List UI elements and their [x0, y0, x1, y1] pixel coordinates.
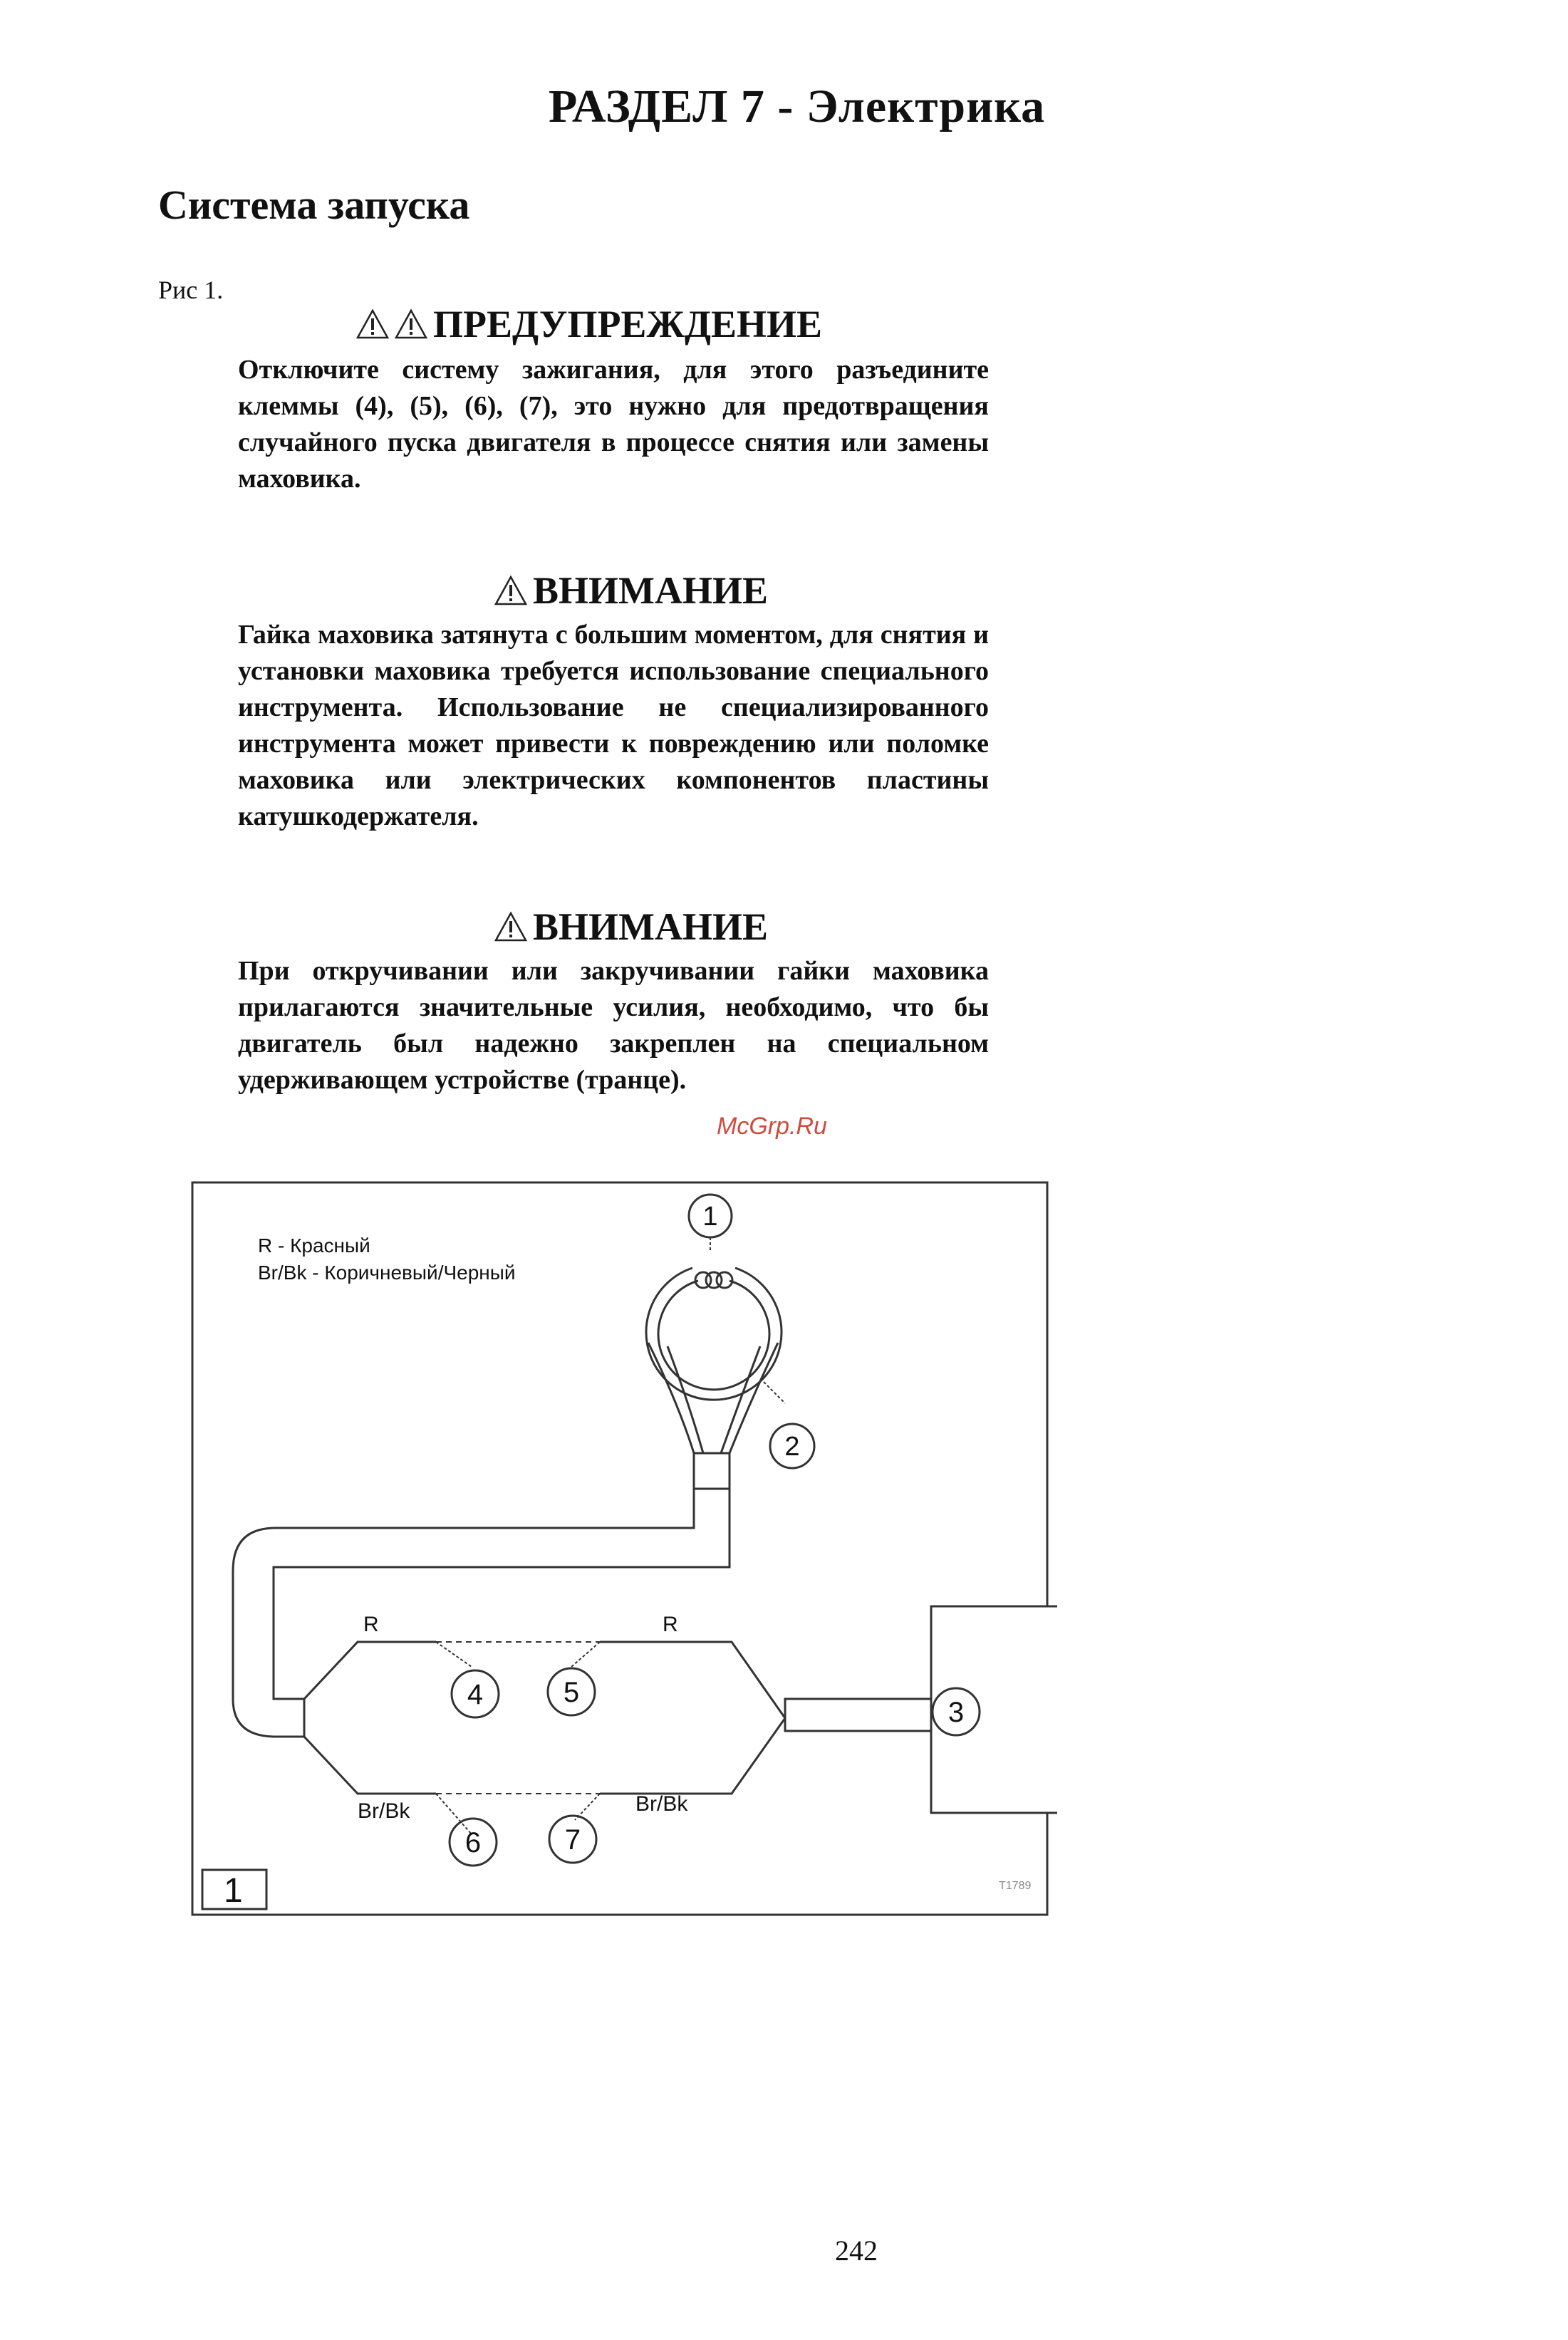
figure-code: T1789	[999, 1880, 1032, 1892]
callout-4-label: 4	[467, 1679, 484, 1710]
warning-triangle-icon	[494, 911, 527, 942]
legend-brown-black: Br/Bk - Коричневый/Черный	[258, 1262, 516, 1284]
wire-label-brbk-right: Br/Bk	[635, 1792, 688, 1816]
starting-system-wiring-diagram	[187, 1168, 1057, 1923]
wire-label-brbk-left: Br/Bk	[358, 1799, 410, 1823]
legend-red: R - Красный	[258, 1234, 370, 1257]
figure-number: 1	[224, 1872, 243, 1910]
warning-heading: ПРЕДУПРЕЖДЕНИЕ	[433, 303, 823, 345]
coil-loop-inner	[658, 1281, 769, 1390]
callout-6-label: 6	[464, 1827, 482, 1858]
warning-triangle-icon	[356, 308, 389, 340]
callout-1-label: 1	[702, 1202, 718, 1232]
module-lead	[785, 1699, 931, 1731]
callout-5-label: 5	[563, 1677, 580, 1708]
section-title: РАЗДЕЛ 7 - Электрика	[549, 80, 1046, 132]
warning-heading-row	[356, 302, 822, 346]
callout-2-label: 2	[784, 1432, 800, 1462]
caution-heading-2: ВНИМАНИЕ	[533, 905, 769, 948]
warning-text: Отключите систему зажигания, для этого разъедините клеммы (4), (5), (6), (7), это нужно для предотвращения случайного пуска двигателя в процессе снятия или замены маховика.	[238, 355, 989, 494]
subsection-title: Система запуска	[158, 182, 470, 228]
wire-label-red-right: R	[663, 1613, 678, 1636]
wire-label-red-left: R	[363, 1613, 379, 1636]
coil-winding-icon	[695, 1272, 732, 1288]
warning-triangle-icon	[494, 575, 527, 606]
figure-caption: Рис 1.	[158, 276, 224, 304]
callout-3-label: 3	[947, 1697, 965, 1728]
caution-text-1: Гайка маховика затянута с большим моментом, для снятия и установки маховика требуется использование специального инструмента. Использование не специализированного инструмента может привести к повреждению или поломке маховика или электрических компонентов пластины катушкодержателя.	[238, 620, 989, 831]
watermark: McGrp.Ru	[717, 1113, 827, 1140]
harness-tube-inner	[274, 1489, 730, 1699]
callout-7-label: 7	[564, 1824, 581, 1856]
diagram-canvas	[187, 1168, 1057, 1923]
caution-heading-1: ВНИМАНИЕ	[533, 569, 769, 612]
page-number: 242	[835, 2235, 878, 2267]
caution-text-2: При откручивании или закручивании гайки маховика прилагаются значительные усилия, необходимо, что бы двигатель был надежно закреплен на специальном удерживающем устройстве (транце).	[238, 956, 989, 1095]
figure-frame	[192, 1182, 1047, 1915]
warning-triangle-icon	[395, 308, 427, 340]
caution-heading-row-1	[494, 568, 768, 613]
connector-body	[304, 1642, 785, 1794]
caution-heading-row-2	[494, 905, 768, 949]
